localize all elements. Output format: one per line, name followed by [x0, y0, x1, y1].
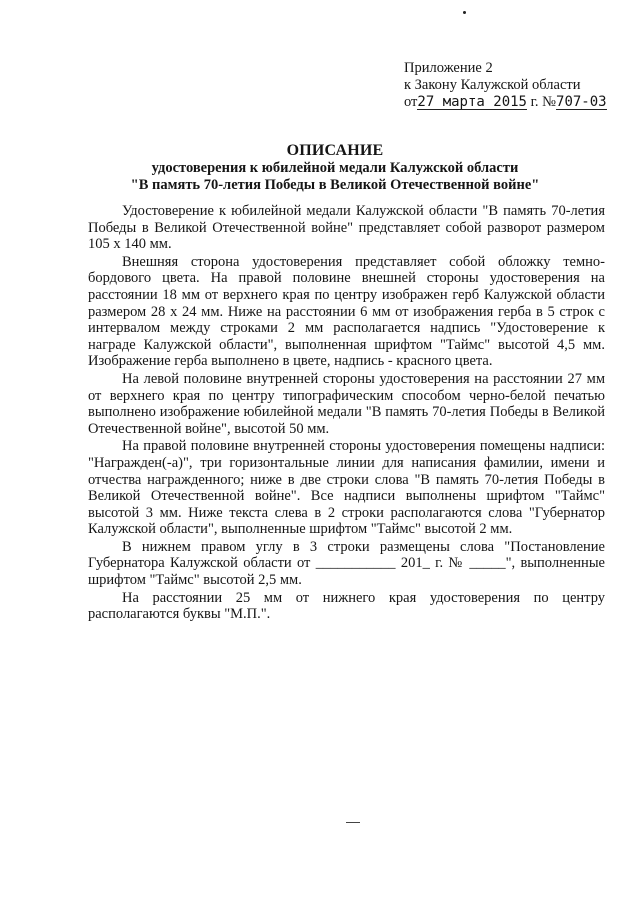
- body-paragraph: На правой половине внутренней стороны удостоверения помещены надписи: "Награжден(-а)", три горизонтальные линии для написания фамилии, имени и отчества награжденного; ниже в две строки слова "В память 70-летия Победы в Великой Отечественной войне". Все надписи выполнены шрифтом "Таймс" высотой 3 мм. Ниже текста слева в 2 строки располагаются слова "Губернатор Калужской области", выполненные шрифтом "Таймс" высотой 2 мм.: [88, 438, 605, 538]
- number-label: г. №: [530, 94, 557, 110]
- body-paragraph: На расстоянии 25 мм от нижнего края удостоверения по центру располагаются буквы "М.П.".: [88, 589, 605, 623]
- appendix-number: Приложение 2: [404, 60, 493, 76]
- title-subtitle-1: удостоверения к юбилейной медали Калужской области: [151, 160, 519, 176]
- scan-speck: [463, 11, 466, 14]
- body-paragraph: Удостоверение к юбилейной медали Калужской области "В память 70-летия Победы в Великой Отечественной войне" представляет собой разворот размером 105 х 140 мм.: [88, 203, 605, 253]
- date-prefix: от: [404, 94, 418, 110]
- appendix-reference: [404, 60, 607, 111]
- appendix-date-line: [404, 94, 607, 111]
- body-paragraph: Внешняя сторона удостоверения представляет собой обложку темно-бордового цвета. На правой половине внешней стороны удостоверения на расстоянии 18 мм от верхнего края по центру изображен герб Калужской области размером 28 х 24 мм. Ниже на расстоянии 6 мм от изображения герба в 5 строк с интервалом между строками 2 мм располагается надпись "Удостоверение к награде Калужской области", выполненная шрифтом "Таймс" высотой 4,5 мм. Изображение герба выполнено в цвете, надпись - красного цвета.: [88, 253, 605, 370]
- body-paragraph: В нижнем правом углу в 3 строки размещены слова "Постановление Губернатора Калужской области от ___________ 201_ г. № _____", выполненные шрифтом "Таймс" высотой 2,5 мм.: [88, 538, 605, 589]
- document-body: [88, 203, 605, 623]
- scan-mark: [346, 822, 360, 823]
- body-paragraph: На левой половине внутренней стороны удостоверения на расстоянии 27 мм от верхнего края по центру типографическим способом черно-белой печатью выполнено изображение юбилейной медали "В память 70-летия Победы в Великой Отечественной войне", высотой 50 мм.: [88, 370, 605, 437]
- appendix-law: к Закону Калужской области: [404, 77, 581, 93]
- title-heading: ОПИСАНИЕ: [286, 142, 384, 159]
- document-title: [100, 141, 570, 194]
- title-subtitle-2: "В память 70-летия Победы в Великой Отечественной войне": [130, 177, 540, 193]
- date-value: 27 марта 2015: [417, 94, 527, 110]
- law-number: 707-03: [556, 94, 607, 110]
